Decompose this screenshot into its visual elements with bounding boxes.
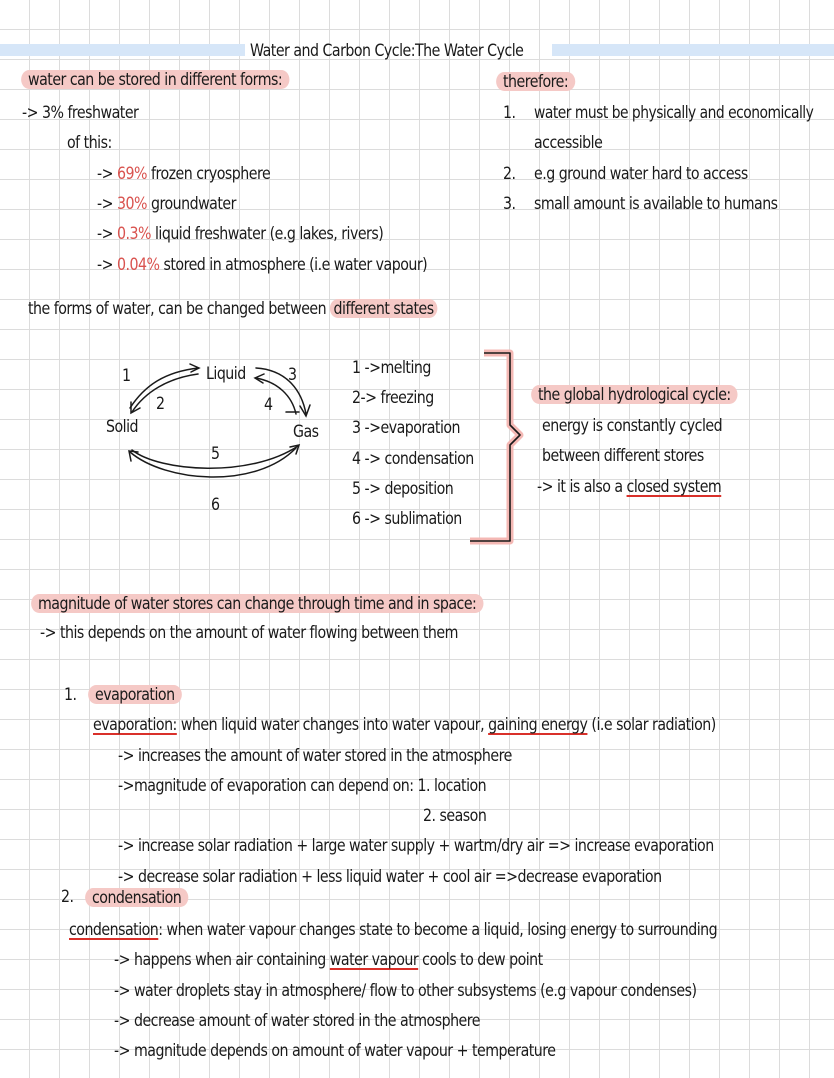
storage-item-atmosphere: -> 0.04% stored in atmosphere (i.e water vapour) xyxy=(97,255,428,274)
diagram-label-gas: Gas xyxy=(293,422,319,441)
storage-heading: water can be stored in different forms: xyxy=(28,69,289,91)
storage-item-groundwater: -> 30% groundwater xyxy=(97,194,236,213)
magnitude-heading: magnitude of water stores can change through time and in space: xyxy=(38,593,483,615)
legend-item-2: 2-> freezing xyxy=(352,388,434,407)
diagram-num-5: 5 xyxy=(211,444,220,463)
legend-item-4: 4 -> condensation xyxy=(352,449,474,468)
evaporation-bullet-3: -> increase solar radiation + large water supply + wartm/dry air => increase evaporation xyxy=(118,836,714,855)
evaporation-bullet-4: -> decrease solar radiation + less liquid water + cool air =>decrease evaporation xyxy=(118,867,662,886)
diagram-num-3: 3 xyxy=(288,365,297,384)
therefore-item-2: e.g ground water hard to access xyxy=(534,164,748,183)
condensation-definition: condensation: when water vapour changes state to become a liquid, losing energy to surrounding xyxy=(69,920,718,939)
evaporation-definition: evaporation: when liquid water changes into water vapour, gaining energy (i.e solar radiation) xyxy=(93,715,716,734)
page-title: Water and Carbon Cycle:The Water Cycle xyxy=(250,41,524,60)
evaporation-bullet-2: ->magnitude of evaporation can depend on: 1. location xyxy=(118,776,487,795)
therefore-item-3: small amount is available to humans xyxy=(534,194,778,213)
global-line-3: -> it is also a closed system xyxy=(537,477,722,496)
legend-brace xyxy=(470,353,520,541)
storage-item-cryosphere: -> 69% frozen cryosphere xyxy=(97,164,271,183)
global-line-1: energy is constantly cycled xyxy=(542,416,723,435)
states-intro: the forms of water, can be changed between different states xyxy=(28,298,437,320)
diagram-num-1: 1 xyxy=(122,366,131,385)
legend-item-1: 1 ->melting xyxy=(352,358,431,377)
diagram-label-liquid: Liquid xyxy=(206,364,246,383)
freshwater-line: -> 3% freshwater xyxy=(22,103,139,122)
therefore-heading: therefore: xyxy=(503,71,575,93)
diagram-num-6: 6 xyxy=(211,495,220,514)
evaporation-bullet-1: -> increases the amount of water stored in the atmosphere xyxy=(118,746,512,765)
legend-item-3: 3 ->evaporation xyxy=(352,418,461,437)
legend-item-5: 5 -> deposition xyxy=(352,479,454,498)
global-line-2: between different stores xyxy=(542,446,704,465)
condensation-heading: condensation xyxy=(92,887,188,909)
diagram-label-solid: Solid xyxy=(106,417,139,436)
storage-item-liquid: -> 0.3% liquid freshwater (e.g lakes, rivers) xyxy=(97,224,384,243)
evaporation-num: 1. xyxy=(64,685,77,704)
global-heading: the global hydrological cycle: xyxy=(538,384,738,406)
condensation-bullet-3: -> decrease amount of water stored in the atmosphere xyxy=(114,1011,480,1030)
magnitude-line: -> this depends on the amount of water flowing between them xyxy=(40,623,458,642)
therefore-num-3: 3. xyxy=(503,194,516,213)
evaporation-bullet-2b: 2. season xyxy=(423,806,487,825)
evaporation-heading: evaporation xyxy=(95,684,181,706)
condensation-bullet-4: -> magnitude depends on amount of water vapour + temperature xyxy=(114,1041,556,1060)
condensation-num: 2. xyxy=(61,887,74,906)
legend-item-6: 6 -> sublimation xyxy=(352,509,462,528)
condensation-bullet-1: -> happens when air containing water vapour cools to dew point xyxy=(114,950,543,969)
therefore-num-2: 2. xyxy=(503,164,516,183)
condensation-bullet-2: -> water droplets stay in atmosphere/ flow to other subsystems (e.g vapour condenses) xyxy=(114,981,697,1000)
therefore-item-1-cont: accessible xyxy=(534,133,603,152)
of-this-line: of this: xyxy=(67,133,112,152)
therefore-num-1: 1. xyxy=(503,103,516,122)
diagram-num-2: 2 xyxy=(156,394,165,413)
diagram-num-4: 4 xyxy=(264,395,273,414)
therefore-item-1: water must be physically and economically xyxy=(534,103,814,122)
